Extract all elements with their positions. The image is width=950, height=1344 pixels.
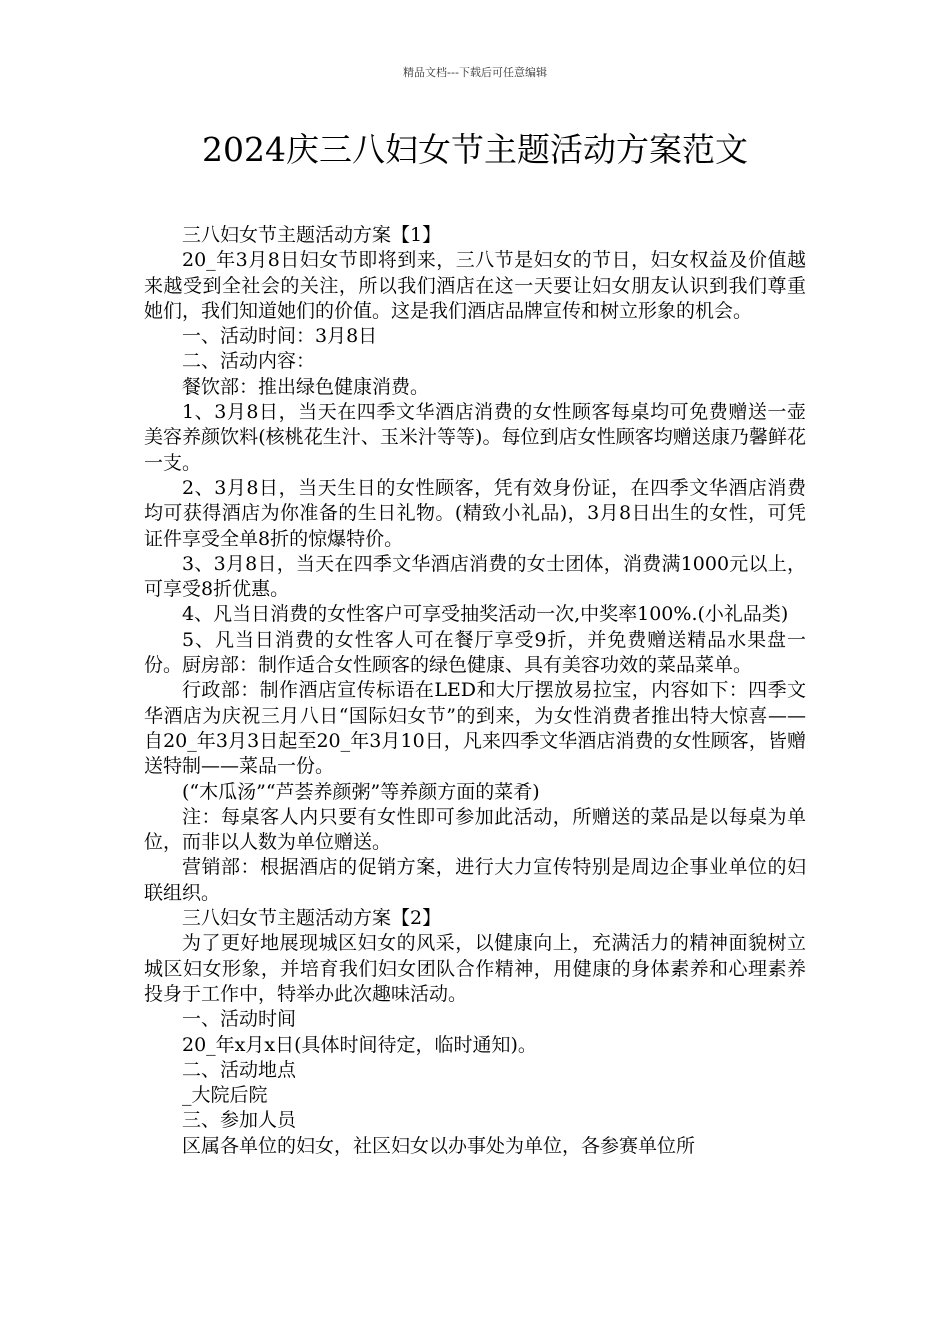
paragraph: _大院后院	[182, 1084, 268, 1107]
paragraph: 一、活动时间	[182, 1008, 297, 1031]
paragraph: 区属各单位的妇女，社区妇女以办事处为单位，各参赛单位所	[182, 1134, 696, 1157]
paragraph: 一、活动时间：3月8日	[182, 325, 378, 348]
section-heading: 三八妇女节主题活动方案【1】	[182, 224, 442, 246]
paragraph: 1、3月8日，当天在四季文华酒店消费的女性顾客每桌均可免费赠送一壶美容养颜饮料(核桃花生汁、玉米汁等等)。每位到店女性顾客均赠送康乃馨鲜花一支。	[144, 401, 806, 474]
paragraph: 二、活动地点	[182, 1058, 297, 1081]
paragraph: 行政部：制作酒店宣传标语在LED和大厅摆放易拉宝，内容如下：四季文华酒店为庆祝三月八日“国际妇女节”的到来，为女性消费者推出特大惊喜——自20_年3月3日起至20_年3月10日，凡来四季文华酒店消费的女性顾客，皆赠送特制——菜品一份。	[144, 679, 806, 778]
paragraph: 20_年x月x日(具体时间待定，临时通知)。	[182, 1033, 537, 1056]
paragraph: (“木瓜汤”“芦荟养颜粥”等养颜方面的菜肴)	[182, 780, 540, 803]
paragraph: 营销部：根据酒店的促销方案，进行大力宣传特别是周边企事业单位的妇联组织。	[144, 856, 806, 904]
document-title: 2024庆三八妇女节主题活动方案范文	[202, 130, 748, 169]
paragraph: 5、凡当日消费的女性客人可在餐厅享受9折，并免费赠送精品水果盘一份。厨房部：制作适合女性顾客的绿色健康、具有美容功效的菜品菜单。	[144, 628, 806, 677]
document-body	[144, 223, 806, 1159]
paragraph: 20_年3月8日妇女节即将到来，三八节是妇女的节日，妇女权益及价值越来越受到全社会的关注，所以我们酒店在这一天要让妇女朋友认识到我们尊重她们，我们知道她们的价值。这是我们酒店品牌宣传和树立形象的机会。	[144, 249, 806, 322]
paragraph: 注：每桌客人内只要有女性即可参加此活动，所赠送的菜品是以每桌为单位，而非以人数为单位赠送。	[144, 805, 806, 854]
paragraph: 二、活动内容：	[182, 350, 316, 373]
page-header-note: 精品文档---下载后可任意编辑	[403, 66, 547, 79]
paragraph: 三、参加人员	[182, 1109, 297, 1132]
paragraph: 3、3月8日，当天在四季文华酒店消费的女士团体，消费满1000元以上，可享受8折优惠。	[144, 552, 806, 601]
paragraph: 4、凡当日消费的女性客户可享受抽奖活动一次,中奖率100%.(小礼品类)	[182, 603, 789, 626]
paragraph: 2、3月8日，当天生日的女性顾客，凭有效身份证，在四季文华酒店消费均可获得酒店为你准备的生日礼物。(精致小礼品)，3月8日出生的女性，可凭证件享受全单8折的惊爆特价。	[144, 476, 806, 550]
paragraph: 餐饮部：推出绿色健康消费。	[182, 375, 430, 398]
section-heading: 三八妇女节主题活动方案【2】	[182, 907, 442, 930]
paragraph: 为了更好地展现城区妇女的风采，以健康向上，充满活力的精神面貌树立城区妇女形象，并培育我们妇女团队合作精神，用健康的身体素养和心理素养投身于工作中，特举办此次趣味活动。	[144, 932, 806, 1005]
